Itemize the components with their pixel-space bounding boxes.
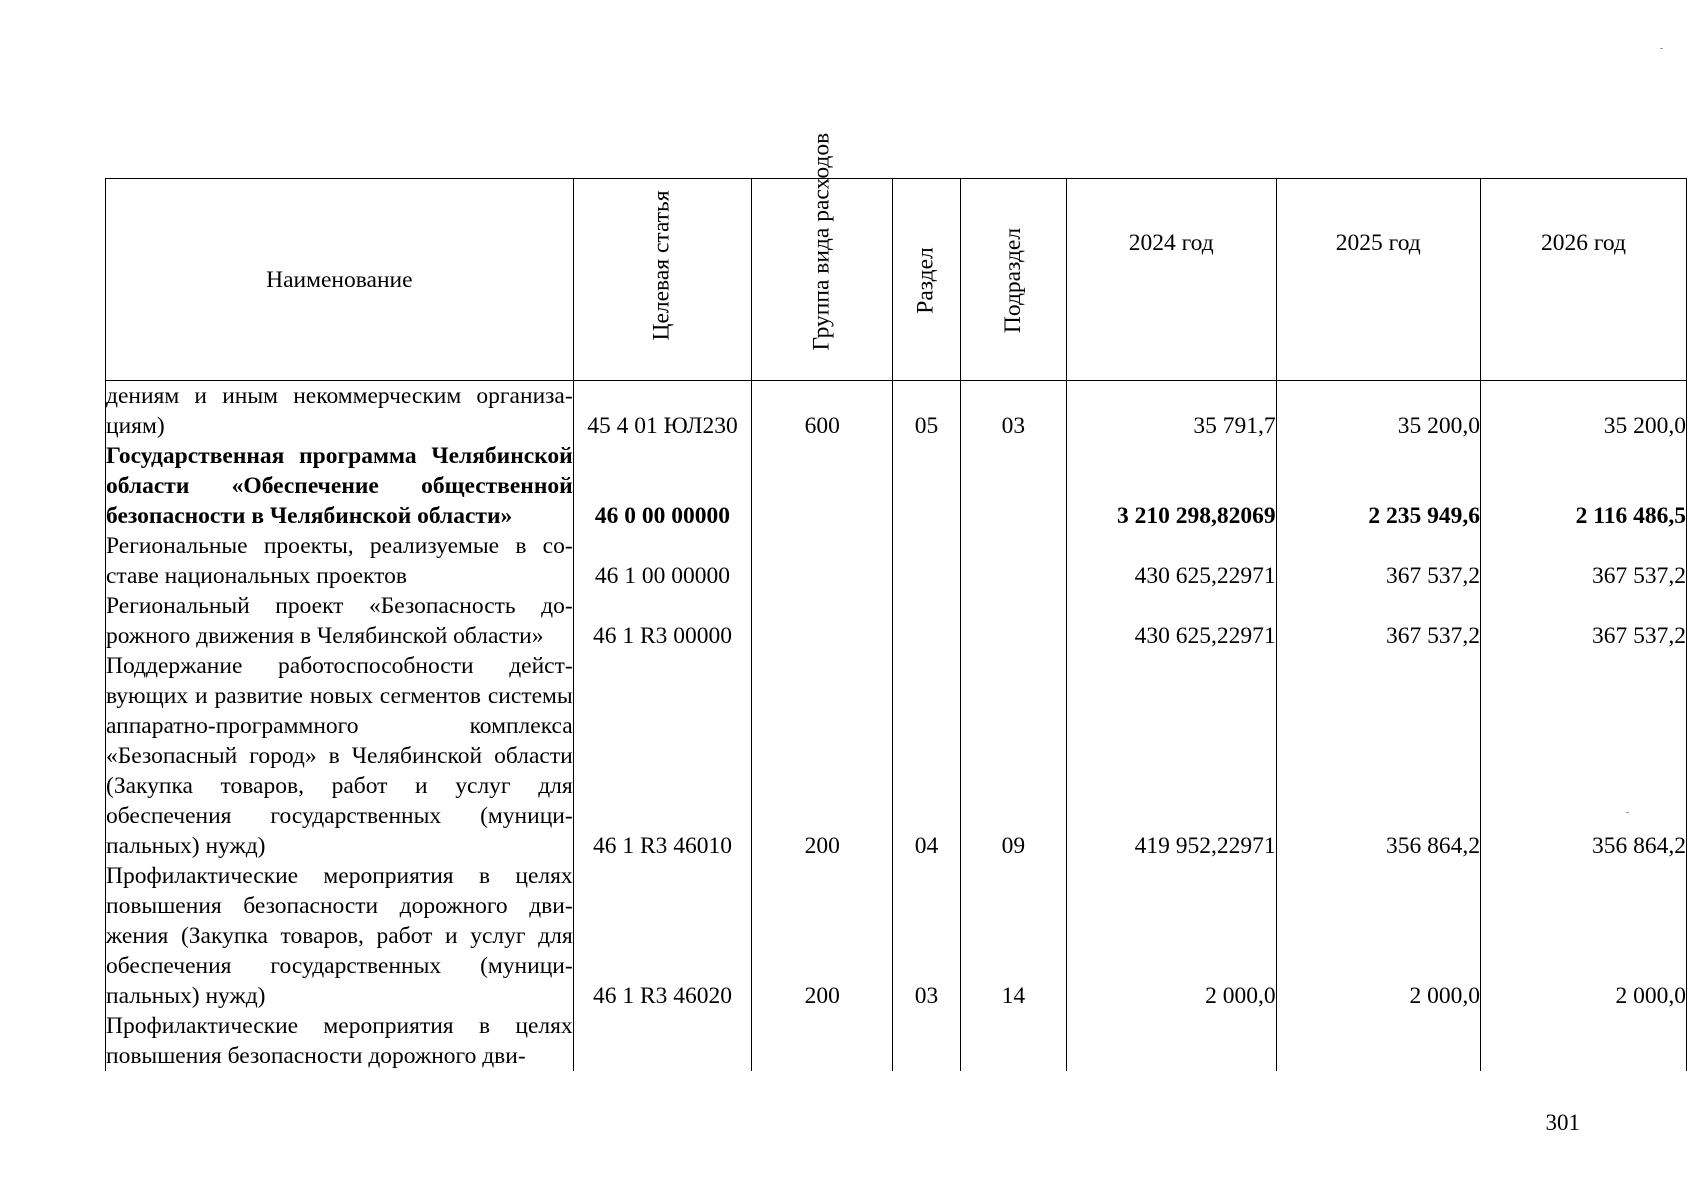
row-amount-2024: 2 000,0 [1066,861,1276,1011]
row-amount-2024: 430 625,22971 [1066,591,1276,651]
scan-mark [1660,48,1663,49]
row-section: 05 [893,381,960,442]
row-amount-2026: 367 537,2 [1480,591,1686,651]
row-amount-2025: 367 537,2 [1276,591,1480,651]
row-amount-2025: 2 235 949,6 [1276,441,1480,531]
header-2025: 2025 год [1276,179,1480,381]
table-row [106,651,1687,861]
row-expense-group [752,591,893,651]
row-amount-2026: 367 537,2 [1480,531,1686,591]
scan-mark [1626,812,1629,813]
row-subsection: 09 [960,651,1066,861]
budget-table [105,132,1687,1071]
row-subsection [960,441,1066,531]
row-amount-2025: 367 537,2 [1276,531,1480,591]
row-target-article: 45 4 01 ЮЛ230 [573,381,752,442]
table-row [106,531,1687,591]
row-subsection: 14 [960,861,1066,1011]
row-expense-group: 600 [752,381,893,442]
header-subsection: Подраздел [960,179,1066,381]
table-row [106,441,1687,531]
row-name: Поддержание работоспособности действующих и развитие новых сегментов системы аппаратно-программного комплекса «Безопасный город» в Челябинской области (Закупка товаров, работ и услуг для обеспечения государственных (муниципальных) нужд) [106,653,573,859]
row-subsection: 03 [960,381,1066,442]
header-2026: 2026 год [1480,179,1686,381]
row-expense-group: 200 [752,651,893,861]
row-amount-2025: 356 864,2 [1276,651,1480,861]
row-target-article: 46 1 R3 46020 [573,861,752,1011]
row-name: дениям и иным некоммерческим организациям) [106,381,574,442]
header-row [106,179,1687,381]
table-row [106,381,1687,442]
table-row [106,861,1687,1011]
row-amount-2025: 2 000,0 [1276,861,1480,1011]
row-amount-2025 [1276,1011,1480,1071]
row-name: Региональные проекты, реализуемые в составе национальных проектов [106,533,573,589]
header-2024: 2024 год [1066,179,1276,381]
row-target-article: 46 1 00 00000 [573,531,752,591]
row-expense-group [752,441,893,531]
row-name: Государственная программа Челябинской области «Обеспечение общественной безопасности в Челябинской области» [106,443,573,529]
row-amount-2026 [1480,1011,1686,1071]
row-target-article: 46 0 00 00000 [573,441,752,531]
row-amount-2026: 356 864,2 [1480,651,1686,861]
page-number: 301 [1545,1110,1580,1135]
row-amount-2024: 430 625,22971 [1066,531,1276,591]
row-expense-group [752,1011,893,1071]
row-target-article [573,1011,752,1071]
row-amount-2024 [1066,1011,1276,1071]
row-amount-2026: 2 000,0 [1480,861,1686,1011]
header-target-article: Целевая статья [573,179,752,381]
row-amount-2024: 3 210 298,82069 [1066,441,1276,531]
row-expense-group [752,531,893,591]
header-section: Раздел [893,179,960,381]
row-amount-2025: 35 200,0 [1276,381,1480,442]
row-section: 03 [893,861,960,1011]
row-name: Профилактические мероприятия в целях повышения безопасности дорожного движения (Закупка товаров, работ и услуг для обеспечения государственных (муниципальных) нужд) [106,863,573,1009]
header-expense-group: Группа вида расходов [752,179,893,381]
row-expense-group: 200 [752,861,893,1011]
row-section [893,591,960,651]
row-subsection [960,1011,1066,1071]
table-row [106,591,1687,651]
row-amount-2026: 2 116 486,5 [1480,441,1686,531]
table-row [106,1011,1687,1071]
row-section [893,1011,960,1071]
row-section [893,441,960,531]
row-name: Региональный проект «Безопасность дорожного движения в Челябинской области» [106,593,573,649]
row-target-article: 46 1 R3 46010 [573,651,752,861]
row-subsection [960,531,1066,591]
row-section [893,531,960,591]
row-amount-2026: 35 200,0 [1480,381,1686,442]
row-subsection [960,591,1066,651]
row-target-article: 46 1 R3 00000 [573,591,752,651]
row-section: 04 [893,651,960,861]
row-amount-2024: 35 791,7 [1066,381,1276,442]
row-name: Профилактические мероприятия в целях повышения безопасности дорожного дви- [106,1013,573,1069]
row-amount-2024: 419 952,22971 [1066,651,1276,861]
header-name: Наименование [106,179,574,381]
